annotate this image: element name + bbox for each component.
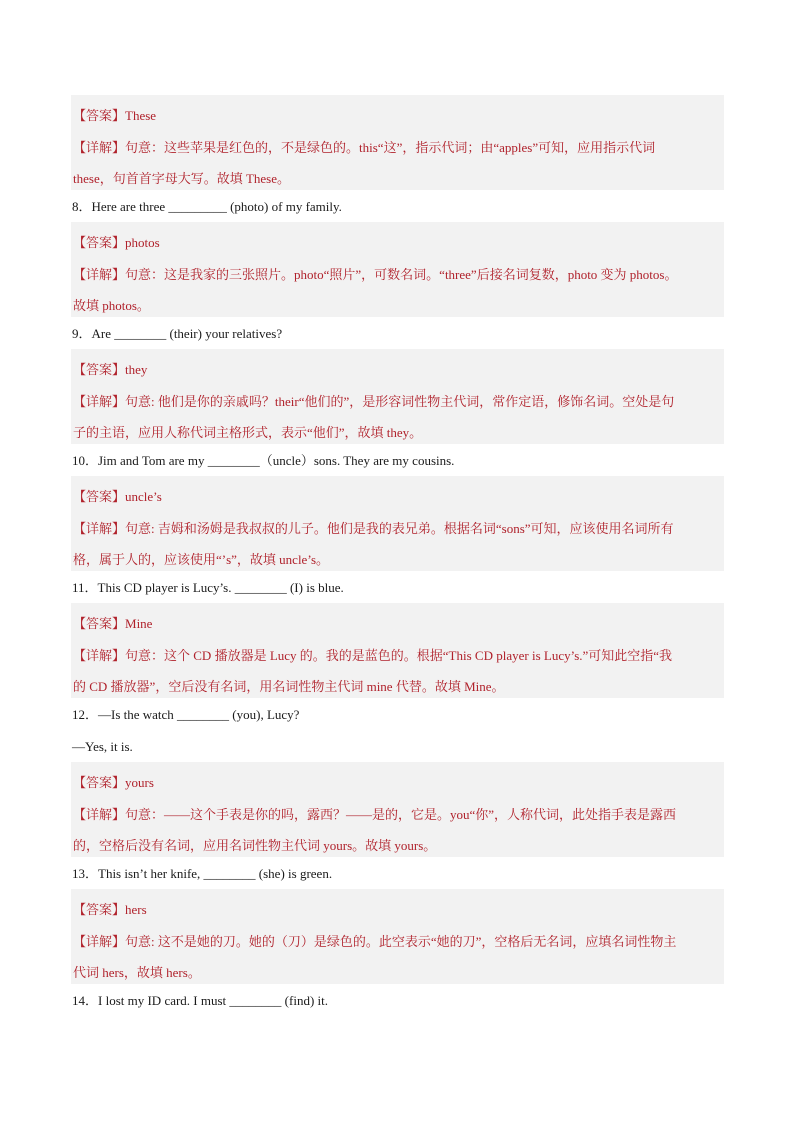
answer-tag: 【答案】 (73, 775, 126, 790)
answer-tag: 【答案】 (73, 108, 126, 123)
answer-tag: 【答案】 (73, 235, 126, 250)
question-13: 13．This isn’t her knife, ________ (she) is green. (72, 866, 333, 881)
detail-text: 的，空格后没有名词，应用名词性物主代词 yours。故填 yours。 (73, 838, 437, 854)
answer-line (73, 100, 724, 132)
answer-value: Mine (125, 616, 153, 631)
question-8: 8．Here are three _________ (photo) of my family. (72, 199, 342, 214)
question-9: 9．Are ________ (their) your relatives? (72, 326, 283, 341)
detail-line (73, 513, 724, 545)
question-10: 10．Jim and Tom are my ________（uncle）sons. They are my cousins. (72, 453, 455, 468)
question-12-reply: —Yes, it is. (72, 739, 133, 754)
answer-line (73, 894, 724, 926)
answer-block (71, 476, 724, 571)
detail-text: 格，属于人的，应该使用“’s”，故填 uncle’s。 (73, 552, 330, 568)
question-12: 12．—Is the watch ________ (you), Lucy? (72, 707, 300, 722)
answer-value: These (125, 108, 157, 123)
detail-text: 代词 hers，故填 hers。 (73, 965, 201, 981)
detail-line (73, 799, 724, 831)
detail-text: these，句首首字母大写。故填 These。 (73, 171, 291, 187)
answer-block (71, 222, 724, 317)
question-11: 11．This CD player is Lucy’s. ________ (I) is blue. (72, 580, 344, 595)
answer-value: yours (125, 775, 154, 790)
question-14: 14．I lost my ID card. I must ________ (find) it. (72, 993, 328, 1008)
detail-tag: 【详解】 (73, 806, 126, 822)
detail-text: 句意: 他们是你的亲戚吗？their“他们的”，是形容词性物主代词，常作定语，修饰名词。空处是句 (125, 393, 675, 409)
detail-tag: 【详解】 (73, 139, 126, 155)
detail-text: 的 CD 播放器”，空后没有名词，用名词性物主代词 mine 代替。故填 Mine。 (73, 679, 505, 695)
answer-tag: 【答案】 (73, 616, 126, 631)
answer-value: they (125, 362, 148, 377)
answer-line (73, 608, 724, 640)
detail-line (73, 132, 724, 164)
detail-line (73, 640, 724, 672)
detail-tag: 【详解】 (73, 393, 126, 409)
answer-tag: 【答案】 (73, 489, 126, 504)
answer-block (71, 95, 724, 190)
answer-value: photos (125, 235, 160, 250)
answer-block (71, 603, 724, 698)
detail-text: 句意: 吉姆和汤姆是我叔叔的儿子。他们是我的表兄弟。根据名词“sons”可知，应该使用名词所有 (125, 520, 674, 536)
answer-tag: 【答案】 (73, 362, 126, 377)
detail-line (73, 926, 724, 958)
answer-line (73, 767, 724, 799)
detail-tag: 【详解】 (73, 520, 126, 536)
answer-line (73, 481, 724, 513)
detail-text: 句意：这些苹果是红色的，不是绿色的。this“这”，指示代词；由“apples”可知，应用指示代词 (125, 139, 656, 155)
answer-line (73, 227, 724, 259)
answer-tag: 【答案】 (73, 902, 126, 917)
detail-text: 句意：这是我家的三张照片。photo“照片”，可数名词。“three”后接名词复数，photo 变为 photos。 (125, 266, 678, 282)
detail-text: 句意: 这不是她的刀。她的（刀）是绿色的。此空表示“她的刀”，空格后无名词，应填名词性物主 (125, 933, 677, 949)
detail-tag: 【详解】 (73, 933, 126, 949)
answer-value: uncle’s (125, 489, 162, 504)
detail-line (73, 259, 724, 291)
detail-tag: 【详解】 (73, 266, 126, 282)
answer-line (73, 354, 724, 386)
answer-value: hers (125, 902, 147, 917)
detail-line (73, 386, 724, 418)
answer-block (71, 349, 724, 444)
detail-text: 故填 photos。 (73, 298, 150, 314)
detail-text: 子的主语，应用人称代词主格形式，表示“他们”，故填 they。 (73, 425, 423, 441)
detail-text: 句意：这个 CD 播放器是 Lucy 的。我的是蓝色的。根据“This CD player is Lucy’s.”可知此空指“我 (125, 647, 673, 663)
answer-block (71, 889, 724, 984)
detail-tag: 【详解】 (73, 647, 126, 663)
detail-text: 句意：——这个手表是你的吗，露西？——是的，它是。you“你”，人称代词，此处指手表是露西 (125, 806, 677, 822)
answer-block (71, 762, 724, 857)
